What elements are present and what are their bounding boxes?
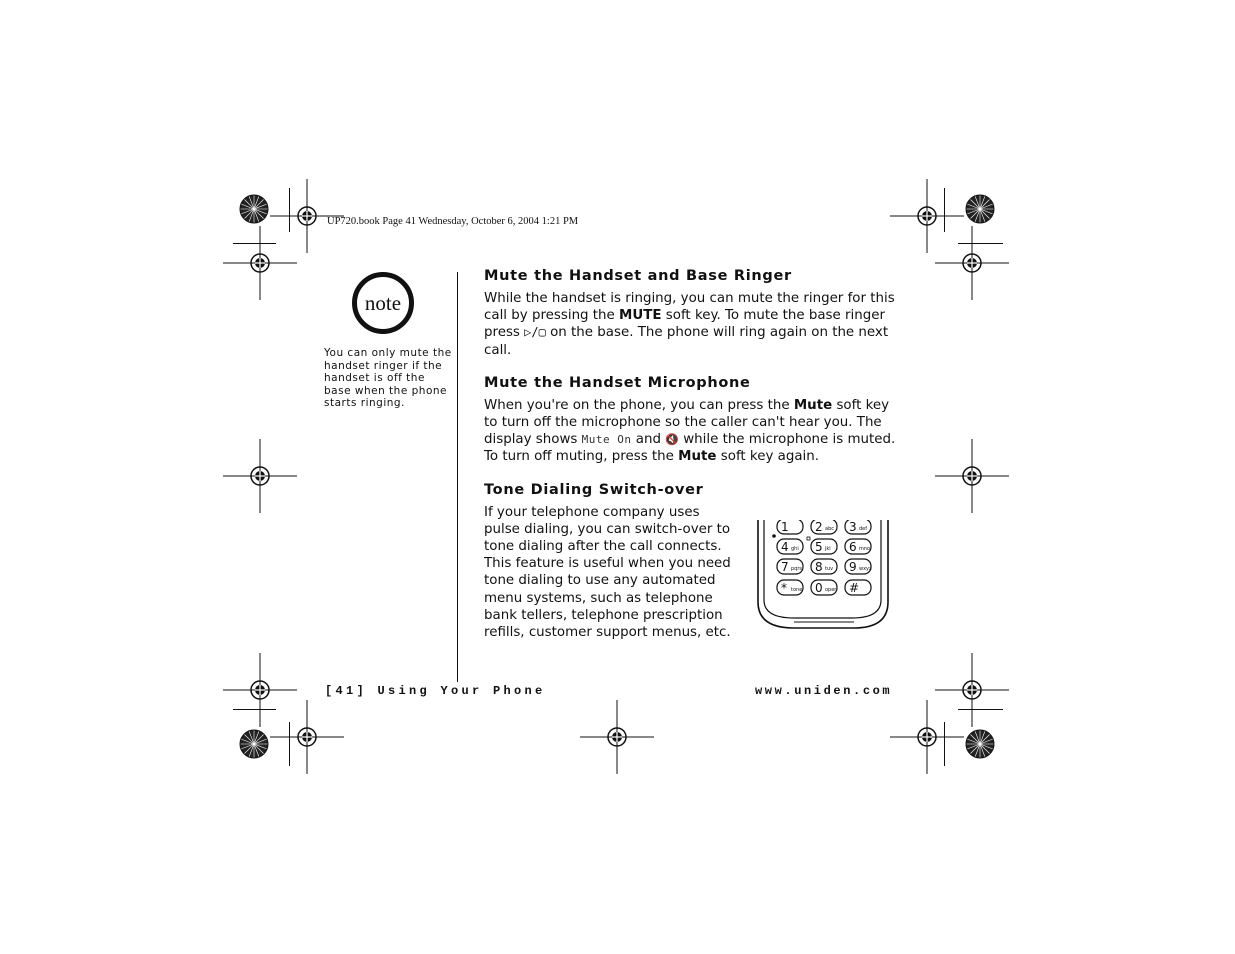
keypad-digit: 6 [849,540,857,554]
book-stamp: UP720.book Page 41 Wednesday, October 6, 2004 1:21 PM [327,216,579,227]
keypad-digit: 9 [849,560,857,574]
keypad-letters: pqrs [791,566,803,572]
keypad-key [845,559,872,574]
keypad-key [845,520,871,534]
keypad-key [811,559,837,574]
play-stop-key-icon: ▷/▢ [524,325,546,340]
keypad-digit: 7 [781,560,789,574]
registration-mark-icon [935,439,1009,513]
keypad-key [777,520,803,534]
starburst-mark-icon [240,195,268,223]
keypad-letters: jkl [825,546,831,552]
section-body: When you're on the phone, you can press the Mute soft key to turn off the microphone so the caller can't hear you. The display shows Mute On and 🔇 while the microphone is muted. To turn off muting, press the Mute soft key again. [484,397,896,465]
keypad-digit: * [781,581,787,595]
keypad-digit: 8 [815,560,823,574]
starburst-mark-icon [966,195,994,223]
keypad-key [811,520,837,534]
mute-key-label: Mute [793,397,833,413]
starburst-mark-icon [966,730,994,758]
keypad-digit: 1 [781,520,789,534]
keypad-letters: ghi [791,546,799,552]
keypad-key [811,580,837,595]
keypad-digit: 5 [815,540,823,554]
mute-key-label: Mute [678,449,717,465]
column-divider [457,272,458,682]
section-body: If your telephone company uses pulse dialing, you can switch-over to tone dialing after the call connects. This feature is useful when you need tone dialing to use any automated menu systems, such as telephone bank tellers, telephone prescription refills, customer support menus, etc. [484,504,731,641]
section-title: Mute the Handset and Base Ringer [484,268,792,284]
starburst-mark-icon [240,730,268,758]
keypad-letters: tuv [825,566,834,572]
registration-mark-icon [223,226,297,300]
keypad-key [777,580,803,595]
registration-mark-icon [270,700,344,774]
handset-keypad-illustration [754,520,894,632]
keypad-letters: def [859,526,868,532]
keypad-key [845,539,871,554]
registration-mark-icon [223,653,297,727]
keypad-digit: 0 [815,581,823,595]
keypad-digit: 4 [781,540,789,554]
keypad-digit: # [849,581,860,595]
section-body: While the handset is ringing, you can mute the ringer for this call by pressing the MUTE soft key. To mute the base ringer press ▷/▢ on the base. The phone will ring again on the next call. [484,291,895,358]
note-text: You can only mute the handset ringer if the handset is off the base when the phone starts ringing. [324,347,452,410]
section-mute-ringer [484,266,904,359]
mute-icon: 🔇 [665,433,679,447]
section-title: Mute the Handset Microphone [484,374,751,391]
keypad-letters: abc [825,526,834,532]
note-badge-label: note [364,290,402,315]
registration-mark-icon [935,653,1009,727]
mute-key-label: MUTE [619,308,662,324]
registration-mark-icon [935,226,1009,300]
section-title: Tone Dialing Switch-over [484,481,704,498]
registration-mark-icon [890,700,964,774]
lcd-display-text: Mute On [581,433,632,447]
registration-mark-icon [580,700,654,774]
keypad-letters: oper [825,587,837,593]
keypad-key [811,539,837,554]
section-mute-microphone [484,373,904,466]
keypad-digit: 3 [849,520,857,534]
footer-website: www.uniden.com [755,684,893,698]
footer-page-label: [41] Using Your Phone [325,684,546,698]
keypad-letters: wxyz [859,566,872,572]
keypad-key [845,580,871,595]
note-badge-icon [352,272,414,334]
keypad-key [777,539,803,554]
keypad-letters: mno [859,546,871,552]
keypad-key [777,559,803,574]
keypad-letters: tone [791,587,803,593]
registration-mark-icon [890,179,964,253]
registration-mark-icon [223,439,297,513]
keypad-digit: 2 [815,520,823,534]
